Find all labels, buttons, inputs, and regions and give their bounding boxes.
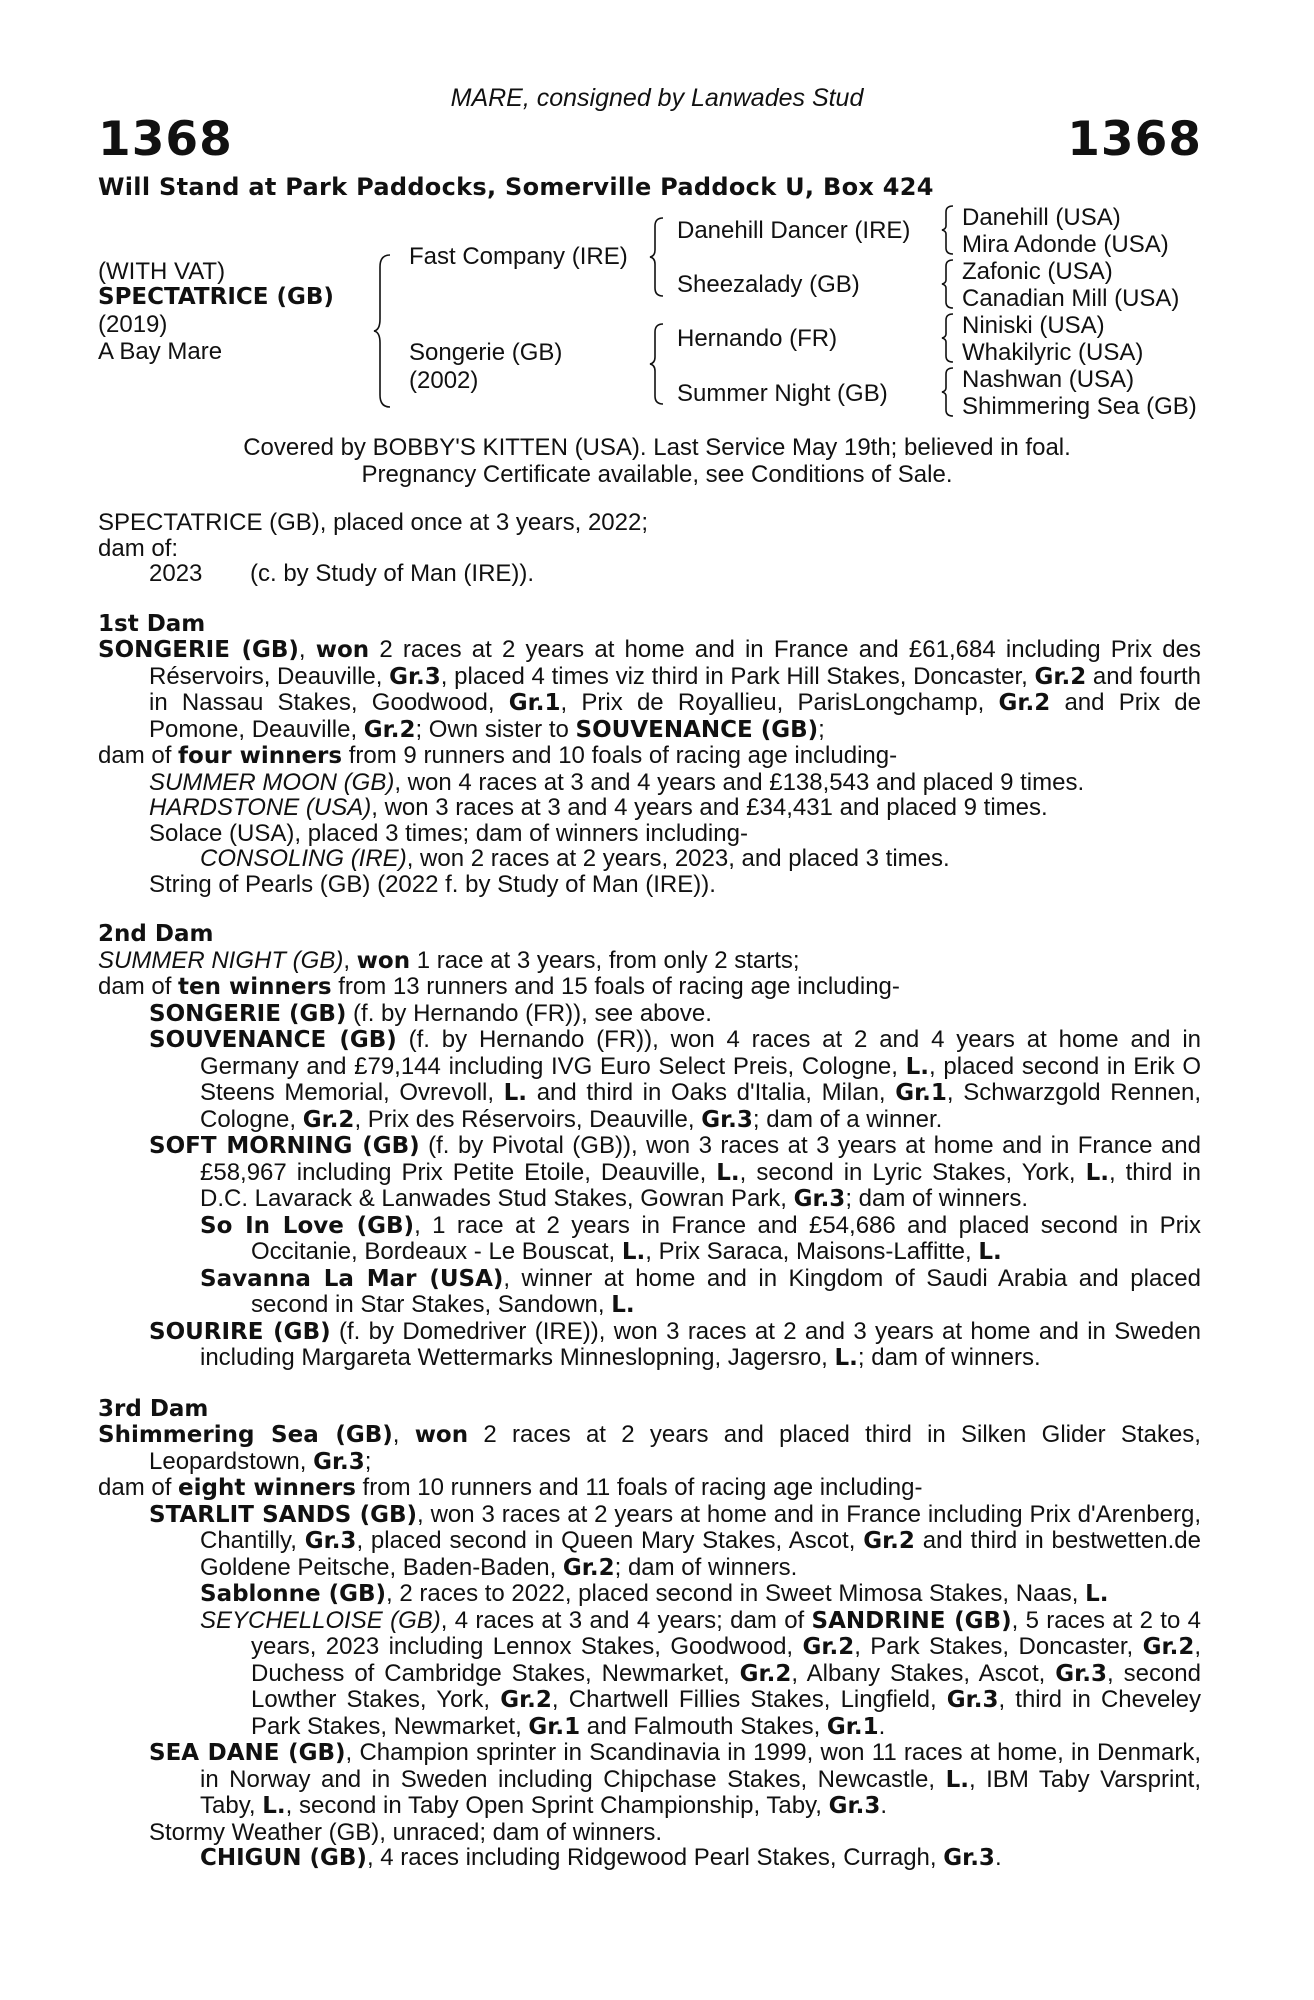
offspring-text: (c. by Study of Man (IRE)). <box>250 560 535 587</box>
offspring-year: 2023 <box>149 560 203 587</box>
pedigree-sire-sire: Danehill Dancer (IRE) <box>677 217 911 244</box>
pedigree-dam-sire: Hernando (FR) <box>677 325 838 352</box>
pedigree-sire: Fast Company (IRE) <box>409 243 628 270</box>
first-dam-runner: HARDSTONE (USA), won 3 races at 3 and 4 years and £34,431 and placed 9 times. <box>149 794 1048 821</box>
third-dam-heading: 3rd Dam <box>98 1395 209 1422</box>
bracket-g3 <box>940 312 956 364</box>
bracket-sire <box>648 216 666 298</box>
pedigree-g7: Nashwan (USA) <box>962 366 1135 393</box>
covered-line-1: Covered by BOBBY'S KITTEN (USA). Last Service May 19th; believed in foal. <box>243 434 1071 461</box>
pedigree-dam: Songerie (GB) <box>409 339 563 366</box>
second-dam-dam-of: dam of ten winners from 13 runners and 15 foals of racing age including- <box>98 973 900 1000</box>
covered-line-2: Pregnancy Certificate available, see Conditions of Sale. <box>361 461 953 488</box>
pedigree-dam-dam: Summer Night (GB) <box>677 380 888 407</box>
bracket-g4 <box>940 366 956 418</box>
bracket-main <box>372 253 394 409</box>
lot-number-right: 1368 <box>1067 112 1202 167</box>
horse-year: (2019) <box>98 311 168 338</box>
second-dam-runner: SONGERIE (GB) (f. by Hernando (FR)), see above. <box>149 999 712 1027</box>
pedigree-g6: Whakilyric (USA) <box>962 339 1144 366</box>
first-dam-summary: SONGERIE (GB), won 2 races at 2 years at home and in France and £61,684 including Prix des Réservoirs, Deauville, Gr.3, placed 4 times viz third in Park Hill Stakes, Doncaster, Gr.2 and fourth in Nassau Stakes, Goodwood, Gr.1, Prix de Royallieu, ParisLongchamp, Gr.2 and Prix de Pomone, Deauville, Gr.2; Own sister to SOUVENANCE (GB); <box>98 636 1201 743</box>
bracket-dam <box>648 322 666 406</box>
second-dam-grandoffspring: So In Love (GB), 1 race at 2 years in France and £54,686 and placed second in Prix Occitanie, Bordeaux - Le Bouscat, L., Prix Saraca, Maisons-Laffitte, L. <box>200 1211 1201 1265</box>
third-dam-grandoffspring: Sablonne (GB), 2 races to 2022, placed second in Sweet Mimosa Stakes, Naas, L. <box>200 1580 1109 1607</box>
pedigree-dam-year: (2002) <box>409 367 479 394</box>
lot-number-left: 1368 <box>98 112 233 167</box>
consignment-line: MARE, consigned by Lanwades Stud <box>450 84 864 112</box>
first-dam-runner: String of Pearls (GB) (2022 f. by Study of Man (IRE)). <box>149 870 716 898</box>
second-dam-heading: 2nd Dam <box>98 921 214 947</box>
stand-location: Will Stand at Park Paddocks, Somerville Paddock U, Box 424 <box>98 173 934 201</box>
intro-line-1: SPECTATRICE (GB), placed once at 3 years, 2022; <box>98 509 649 536</box>
pedigree-g8: Shimmering Sea (GB) <box>962 393 1197 420</box>
intro-offspring <box>98 561 1201 587</box>
intro-line-2: dam of: <box>98 534 179 562</box>
pedigree-g1: Danehill (USA) <box>962 204 1121 231</box>
catalogue-body <box>98 510 1201 1872</box>
third-dam-grandoffspring: SEYCHELLOISE (GB), 4 races at 3 and 4 years; dam of SANDRINE (GB), 5 races at 2 to 4 years, 2023 including Lennox Stakes, Goodwood, Gr.2, Park Stakes, Doncaster, Gr.2, Duchess of Cambridge Stakes, Newmarket, Gr.2, Albany Stakes, Ascot, Gr.3, second Lowther Stakes, York, Gr.2, Chartwell Fillies Stakes, Lingfield, Gr.3, third in Cheveley Park Stakes, Newmarket, Gr.1 and Falmouth Stakes, Gr.1. <box>200 1606 1202 1740</box>
third-dam-summary: Shimmering Sea (GB), won 2 races at 2 years and placed third in Silken Glider Stakes, Leopardstown, Gr.3; <box>98 1421 1201 1475</box>
second-dam-grandoffspring: Savanna La Mar (USA), winner at home and in Kingdom of Saudi Arabia and placed second in Star Stakes, Sandown, L. <box>200 1264 1201 1318</box>
second-dam-runner: SOUVENANCE (GB) (f. by Hernando (FR)), won 4 races at 2 and 4 years at home and in Germany and £79,144 including IVG Euro Select Preis, Cologne, L., placed second in Erik O Steens Memorial, Ovrevoll, L. and third in Oaks d'Italia, Milan, Gr.1, Schwarzgold Rennen, Cologne, Gr.2, Prix des Réservoirs, Deauville, Gr.3; dam of a winner. <box>149 1026 1201 1133</box>
vat-label: (WITH VAT) <box>98 258 226 285</box>
first-dam-heading: 1st Dam <box>98 610 206 637</box>
pedigree-g5: Niniski (USA) <box>962 312 1105 339</box>
second-dam-runner: SOURIRE (GB) (f. by Domedriver (IRE)), won 3 races at 2 and 3 years at home and in Sweden including Margareta Wettermarks Minneslopning, Jagersro, L.; dam of winners. <box>149 1317 1201 1371</box>
pedigree-g4: Canadian Mill (USA) <box>962 285 1180 312</box>
horse-name: SPECTATRICE (GB) <box>98 284 334 310</box>
second-dam-runner: SOFT MORNING (GB) (f. by Pivotal (GB)), won 3 races at 3 years at home and in France and £58,967 including Prix Petite Etoile, Deauville, L., second in Lyric Stakes, York, L., third in D.C. Lavarack & Lanwades Stud Stakes, Gowran Park, Gr.3; dam of winners. <box>149 1132 1201 1212</box>
bracket-g2 <box>940 258 956 310</box>
pedigree-g2: Mira Adonde (USA) <box>962 231 1169 258</box>
covered-note <box>0 434 1314 488</box>
third-dam-runner: STARLIT SANDS (GB), won 3 races at 2 years at home and in France including Prix d'Arenberg, Chantilly, Gr.3, placed second in Queen Mary Stakes, Ascot, Gr.2 and third in bestwetten.de Goldene Peitsche, Baden-Baden, Gr.2; dam of winners. <box>149 1500 1201 1581</box>
first-dam-runner: CONSOLING (IRE), won 2 races at 2 years, 2023, and placed 3 times. <box>200 845 950 872</box>
second-dam-summary: SUMMER NIGHT (GB), won 1 race at 3 years, from only 2 starts; <box>98 946 800 974</box>
pedigree-sire-dam: Sheezalady (GB) <box>677 271 860 298</box>
first-dam-runner: SUMMER MOON (GB), won 4 races at 3 and 4 years and £138,543 and placed 9 times. <box>149 768 1085 796</box>
third-dam-runner: Stormy Weather (GB), unraced; dam of winners. <box>149 1818 663 1846</box>
third-dam-dam-of: dam of eight winners from 10 runners and 11 foals of racing age including- <box>98 1474 923 1501</box>
first-dam-runner: Solace (USA), placed 3 times; dam of winners including- <box>149 819 748 847</box>
first-dam-dam-of: dam of four winners from 9 runners and 10 foals of racing age including- <box>98 742 898 769</box>
pedigree-g3: Zafonic (USA) <box>962 258 1113 285</box>
bracket-g1 <box>940 204 956 256</box>
third-dam-grandoffspring: CHIGUN (GB), 4 races including Ridgewood Pearl Stakes, Curragh, Gr.3. <box>200 1844 1002 1871</box>
third-dam-runner: SEA DANE (GB), Champion sprinter in Scandinavia in 1999, won 11 races at home, in Denmark, in Norway and in Sweden including Chipchase Stakes, Newcastle, L., IBM Taby Varsprint, Taby, L., second in Taby Open Sprint Championship, Taby, Gr.3. <box>149 1739 1201 1819</box>
horse-description: A Bay Mare <box>98 338 223 365</box>
